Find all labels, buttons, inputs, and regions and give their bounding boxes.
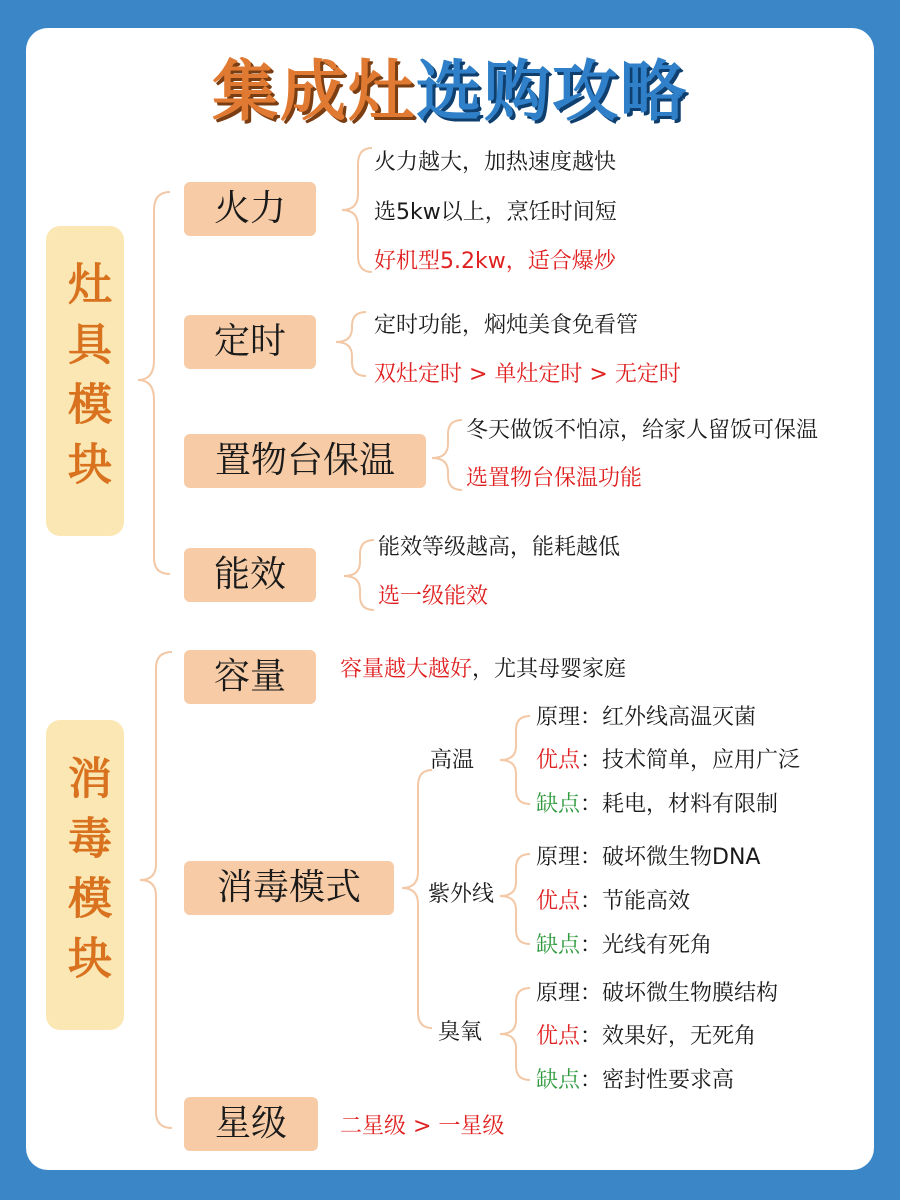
- pill-timer: 定时: [184, 315, 316, 369]
- pill-warming: 置物台保温: [184, 434, 426, 488]
- pill-efficiency: 能效: [184, 548, 316, 602]
- module-stove-label: 灶具模块: [60, 261, 111, 501]
- pill-capacity: 容量: [184, 650, 316, 704]
- timer-line2: 双灶定时 > 单灶定时 > 无定时: [374, 362, 681, 387]
- warming-line1: 冬天做饭不怕凉，给家人留饭可保温: [466, 418, 819, 443]
- high-temp-con-colon: ：: [580, 792, 603, 817]
- uv-principle-prefix: 原理：: [536, 845, 603, 870]
- high-temp-principle-text: 红外线高温灭菌: [602, 705, 757, 730]
- firepower-line2: 选5kw以上，烹饪时间短: [374, 200, 617, 225]
- ozone-con-prefix: 缺点: [536, 1068, 581, 1093]
- high-temp-pro: [536, 746, 800, 776]
- high-temp-con: [536, 790, 778, 820]
- title-part1: 集成灶: [212, 53, 416, 130]
- ozone-pro: [536, 1022, 756, 1052]
- high-temp-principle-prefix: 原理：: [536, 705, 603, 730]
- high-temp-pro-colon: ：: [580, 748, 603, 773]
- module-disinfect: [46, 720, 124, 1030]
- mode-ozone: 臭氧: [438, 1020, 483, 1045]
- ozone-pro-colon: ：: [580, 1024, 603, 1049]
- pill-mode: 消毒模式: [184, 861, 394, 915]
- uv-principle: [536, 843, 760, 873]
- pill-star: 星级: [184, 1097, 318, 1151]
- uv-pro-text: 节能高效: [602, 889, 691, 914]
- uv-con-prefix: 缺点: [536, 933, 581, 958]
- mode-high-temp: 高温: [430, 748, 475, 773]
- mode-uv: 紫外线: [428, 882, 495, 907]
- module-disinfect-label: 消毒模块: [60, 755, 111, 995]
- high-temp-pro-prefix: 优点: [536, 748, 581, 773]
- module-stove: [46, 226, 124, 536]
- timer-line1: 定时功能，焖炖美食免看管: [374, 313, 639, 338]
- high-temp-con-text: 耗电，材料有限制: [602, 792, 779, 817]
- firepower-line3: 好机型5.2kw，适合爆炒: [374, 249, 616, 274]
- ozone-pro-prefix: 优点: [536, 1024, 581, 1049]
- uv-con-colon: ：: [580, 933, 603, 958]
- ozone-principle-text: 破坏微生物膜结构: [602, 981, 779, 1006]
- capacity-text: [340, 655, 626, 685]
- capacity-text-highlight: 容量越大越好: [340, 657, 473, 682]
- title-part2: 选购攻略: [416, 53, 688, 130]
- high-temp-principle: [536, 703, 756, 733]
- ozone-con-text: 密封性要求高: [602, 1068, 735, 1093]
- uv-con: [536, 931, 712, 961]
- firepower-line1: 火力越大，加热速度越快: [374, 150, 617, 175]
- ozone-pro-text: 效果好，无死角: [602, 1024, 757, 1049]
- pill-firepower: 火力: [184, 182, 316, 236]
- ozone-principle: [536, 979, 778, 1009]
- ozone-con: [536, 1066, 734, 1096]
- page-title: [0, 52, 900, 132]
- warming-line2: 选置物台保温功能: [466, 466, 643, 491]
- ozone-principle-prefix: 原理：: [536, 981, 603, 1006]
- ozone-con-colon: ：: [580, 1068, 603, 1093]
- uv-pro-prefix: 优点: [536, 889, 581, 914]
- uv-pro: [536, 887, 690, 917]
- capacity-text-rest: ，尤其母婴家庭: [472, 657, 627, 682]
- efficiency-line1: 能效等级越高，能耗越低: [378, 535, 621, 560]
- efficiency-line2: 选一级能效: [378, 584, 489, 609]
- uv-con-text: 光线有死角: [602, 933, 713, 958]
- uv-principle-text: 破坏微生物DNA: [602, 845, 761, 870]
- high-temp-con-prefix: 缺点: [536, 792, 581, 817]
- high-temp-pro-text: 技术简单，应用广泛: [602, 748, 801, 773]
- star-text: 二星级 > 一星级: [340, 1114, 505, 1139]
- uv-pro-colon: ：: [580, 889, 603, 914]
